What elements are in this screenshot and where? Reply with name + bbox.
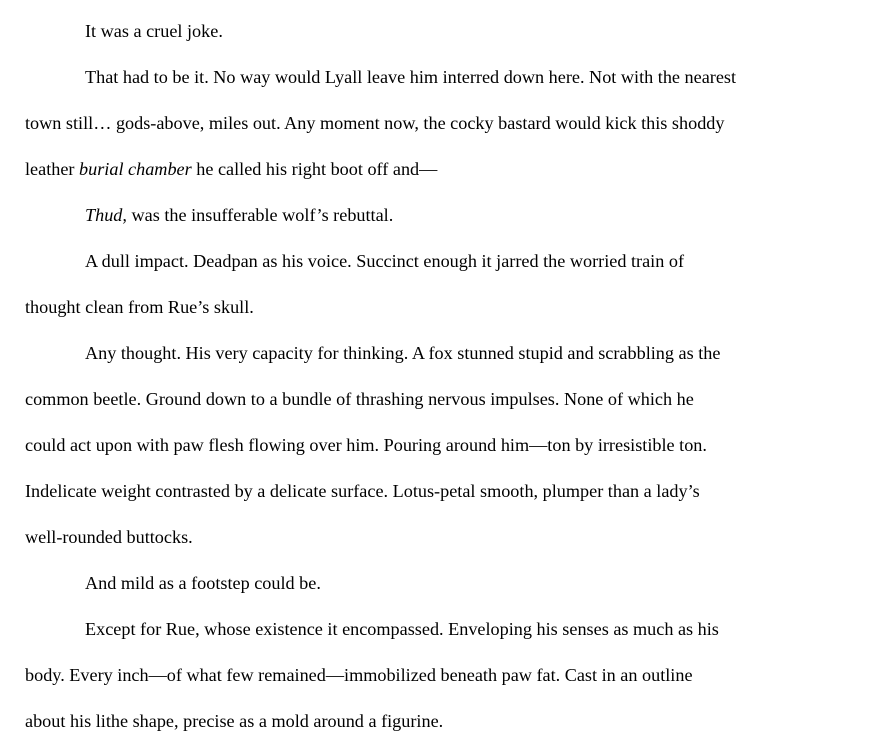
text-line: And mild as a footstep could be. xyxy=(85,573,321,593)
paragraph-2 xyxy=(25,54,865,192)
italic-phrase: Thud, xyxy=(85,205,127,225)
text-line: body. Every inch—of what few remained—immobilized beneath paw fat. Cast in an outline xyxy=(25,665,693,685)
document-body xyxy=(25,8,865,744)
text-line-mixed xyxy=(25,146,865,192)
text-line: That had to be it. No way would Lyall leave him interred down here. Not with the nearest xyxy=(85,67,737,87)
paragraph-3 xyxy=(25,192,865,238)
text-run: leather xyxy=(25,159,80,179)
text-run: he called his right boot off and— xyxy=(191,159,438,179)
text-line: could act upon with paw flesh flowing over him. Pouring around him—ton by irresistible ton. xyxy=(25,435,707,455)
text-line: well-rounded buttocks. xyxy=(25,527,193,547)
text-line: Any thought. His very capacity for thinking. A fox stunned stupid and scrabbling as the xyxy=(85,343,721,363)
paragraph-6 xyxy=(25,560,865,606)
text-line: Except for Rue, whose existence it encompassed. Enveloping his senses as much as his xyxy=(85,619,719,639)
text-line: Indelicate weight contrasted by a delicate surface. Lotus-petal smooth, plumper than a lady’s xyxy=(25,481,700,501)
paragraph-1 xyxy=(25,8,865,54)
text-line: common beetle. Ground down to a bundle of thrashing nervous impulses. None of which he xyxy=(25,389,694,409)
text-line: town still… gods-above, miles out. Any moment now, the cocky bastard would kick this shoddy xyxy=(25,113,725,133)
text-run: was the insufferable wolf’s rebuttal. xyxy=(126,205,394,225)
paragraph-5 xyxy=(25,330,865,560)
text-line-mixed xyxy=(25,192,865,238)
text-line: thought clean from Rue’s skull. xyxy=(25,297,254,317)
paragraph-4 xyxy=(25,238,865,330)
text-line: It was a cruel joke. xyxy=(85,21,223,41)
italic-phrase: burial chamber xyxy=(79,159,192,179)
text-line: about his lithe shape, precise as a mold around a figurine. xyxy=(25,711,444,731)
paragraph-7 xyxy=(25,606,865,744)
text-line: A dull impact. Deadpan as his voice. Succinct enough it jarred the worried train of xyxy=(85,251,684,271)
